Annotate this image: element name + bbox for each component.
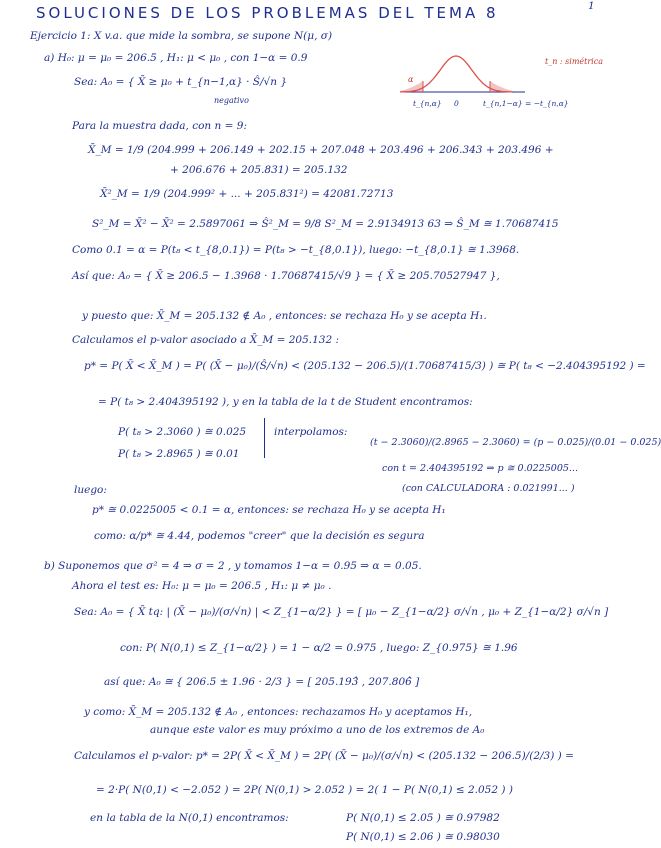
safety-ratio: como: α/p* ≅ 4.44, podemos "creer" que la decisión es segura [94, 530, 425, 542]
pvalue-decision-a: p* ≅ 0.0225005 < 0.1 = α, entonces: se rechaza H₀ y se acepta H₁ [92, 504, 446, 516]
table-value-2: P( t₈ > 2.8965 ) ≅ 0.01 [118, 448, 240, 460]
pvalue-formula-a: p* = P( X̄ < X̄_M ) = P( (X̄ − μ₀)/(Ŝ/√n) < (205.132 − 206.5)/(1.70687415/3) ) ≅ P( t₈ < −2.404395192 ) = [84, 360, 646, 372]
part-b-assumption: b) Suponemos que σ² = 4 ⇒ σ = 2 , y tomamos 1−α = 0.95 ⇒ α = 0.05. [44, 560, 422, 572]
sketch-symmetric-label: t_n : simétrica [545, 57, 603, 66]
sample-variance: S²_M = X̄² − X̄² = 2.5897061 ⇒ Ŝ²_M = 9/8 S²_M = 2.9134913 63 ⇒ Ŝ_M ≅ 1.70687415 [92, 218, 559, 230]
hypotheses-a: a) H₀: μ = μ₀ = 206.5 , H₁: μ < μ₀ , con 1−α = 0.9 [44, 52, 308, 64]
z-quantile: con: P( N(0,1) ≤ Z_{1−α/2} ) = 1 − α/2 = 0.975 , luego: Z_{0.975} ≅ 1.96 [120, 642, 518, 654]
pvalue-intro-a: Calculamos el p-valor asociado a X̄_M = 205.132 : [72, 334, 340, 346]
normal-table-value-1: P( N(0,1) ≤ 2.05 ) ≅ 0.97982 [346, 812, 500, 824]
sample-mean-squares: X̄²_M = 1/9 (204.999² + ... + 205.831²) = 42081.72713 [100, 188, 394, 200]
sketch-left-label: t_{n,α} [413, 99, 442, 108]
table-value-1: P( t₈ > 2.3060 ) ≅ 0.025 [118, 426, 247, 438]
normal-table-intro: en la tabla de la N(0,1) encontramos: [90, 812, 289, 824]
decision-a: y puesto que: X̄_M = 205.132 ∉ A₀ , entonces: se rechaza H₀ y se acepta H₁. [82, 310, 487, 322]
t-distribution-sketch [395, 48, 605, 118]
acceptance-region-b: Sea: A₀ = { X̄ tq: | (X̄ − μ₀)/(σ/√n) | < Z_{1−α/2} } = [ μ₀ − Z_{1−α/2} σ/√n , μ₀ + Z_{1−α/2} σ/√n ] [74, 606, 609, 618]
negative-note: negativo [214, 96, 249, 105]
pvalue-formula-b: Calculamos el p-valor: p* = 2P( X̄ < X̄_M ) = 2P( (X̄ − μ₀)/(σ/√n) < (205.132 − 206.5)/(2/3) ) = [74, 750, 574, 762]
calculator-value: (con CALCULADORA : 0.021991... ) [402, 483, 575, 494]
sample-mean-2: + 206.676 + 205.831) = 205.132 [170, 164, 348, 176]
pvalue-table-intro: = P( t₈ > 2.404395192 ), y en la tabla de la t de Student encontramos: [98, 396, 473, 408]
table-divider [264, 418, 265, 458]
decision-b: y como: X̄_M = 205.132 ∉ A₀ , entonces: rechazamos H₀ y aceptamos H₁, [84, 706, 473, 718]
sketch-right-label: t_{n,1−α} = −t_{n,α} [483, 99, 569, 108]
normal-table-value-2: P( N(0,1) ≤ 2.06 ) ≅ 0.98030 [346, 831, 500, 843]
sketch-right-tail [490, 81, 513, 92]
sample-mean-1: X̄_M = 1/9 (204.999 + 206.149 + 202.15 + 207.048 + 203.496 + 206.343 + 203.496 + [88, 144, 554, 156]
pvalue-normal-b: = 2·P( N(0,1) < −2.052 ) = 2P( N(0,1) > 2.052 ) = 2( 1 − P( N(0,1) ≤ 2.052 ) ) [96, 784, 513, 796]
interpolation-formula: (t − 2.3060)/(2.8965 − 2.3060) = (p − 0.025)/(0.01 − 0.025) [370, 437, 661, 448]
sketch-zero-label: 0 [454, 99, 459, 108]
sketch-alpha-label: α [408, 75, 414, 84]
exercise-statement: Ejercicio 1: X v.a. que mide la sombra, se supone N(μ, σ) [30, 30, 333, 42]
page-number: 1 [588, 0, 595, 12]
interpolation-result: con t = 2.404395192 ⇒ p ≅ 0.0225005... [382, 463, 578, 474]
acceptance-numeric-b: así que: A₀ ≅ { 206.5 ± 1.96 · 2/3 } = [ 205.193̂ , 207.806̂ ] [104, 676, 420, 688]
decision-b-note: aunque este valor es muy próximo a uno de los extremos de A₀ [150, 724, 485, 736]
interpolation-label: interpolamos: [274, 426, 348, 438]
page-title: SOLUCIONES DE LOS PROBLEMAS DEL TEMA 8 [36, 4, 499, 22]
luego-label: luego: [74, 484, 107, 496]
acceptance-numeric: Así que: A₀ = { X̄ ≥ 206.5 − 1.3968 · 1.70687415/√9 } = { X̄ ≥ 205.70527947 }, [72, 270, 500, 282]
acceptance-region-a: Sea: A₀ = { X̄ ≥ μ₀ + t_{n−1,α} · Ŝ/√n } [74, 76, 287, 88]
sample-intro: Para la muestra dada, con n = 9: [72, 120, 247, 132]
hypotheses-b: Ahora el test es: H₀: μ = μ₀ = 206.5 , H₁: μ ≠ μ₀ . [72, 580, 332, 592]
alpha-quantile: Como 0.1 = α = P(t₈ < t_{8,0.1}) = P(t₈ > −t_{8,0.1}), luego: −t_{8,0.1} ≅ 1.3968. [72, 244, 520, 256]
